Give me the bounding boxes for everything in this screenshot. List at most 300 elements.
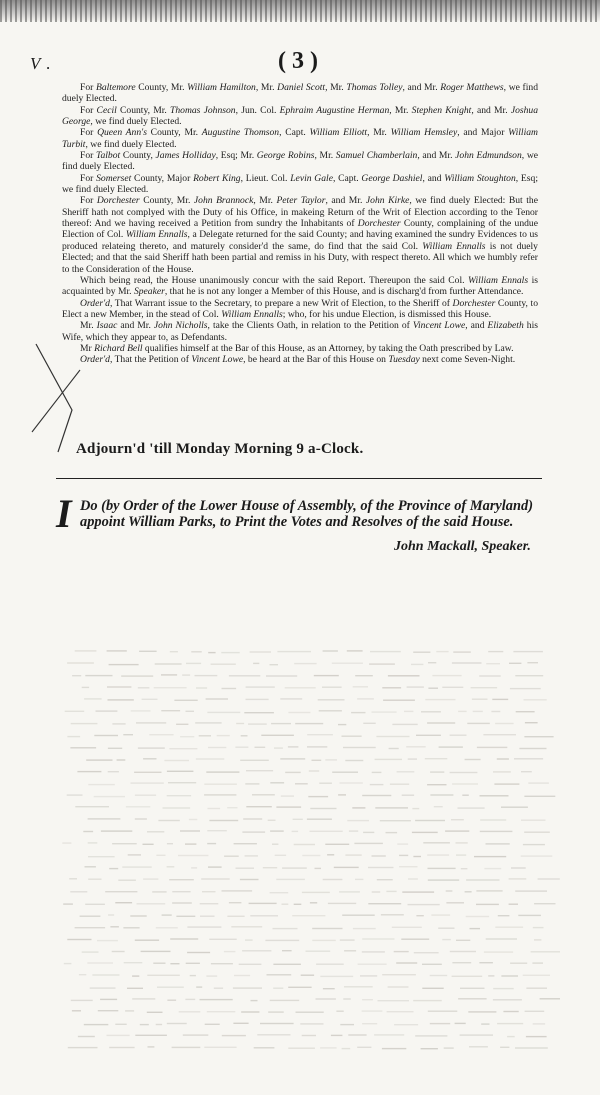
bleed-speckle: [85, 904, 105, 905]
bleed-speckle: [80, 916, 101, 917]
bleed-speckle: [179, 1011, 201, 1012]
bleed-speckle: [524, 736, 553, 737]
bleed-speckle: [497, 1023, 523, 1024]
paragraph: [62, 105, 538, 128]
bleed-speckle: [252, 794, 275, 795]
bleed-speckle: [387, 1011, 414, 1012]
bleed-speckle: [427, 784, 446, 785]
paragraph: [62, 82, 538, 105]
bleed-speckle: [199, 735, 211, 736]
bleed-speckle: [229, 675, 260, 676]
bleed-speckle: [172, 902, 192, 903]
bleed-speckle: [294, 844, 315, 845]
bleed-speckle: [101, 830, 132, 831]
bleed-speckle: [390, 784, 409, 785]
bleed-speckle: [285, 772, 301, 773]
bleed-speckle: [469, 1046, 488, 1047]
bleed-speckle: [253, 663, 259, 664]
bleed-speckle: [141, 951, 171, 952]
bleed-speckle: [355, 675, 373, 676]
bleed-speckle: [416, 735, 441, 736]
bleed-speckle: [174, 700, 197, 701]
text-run: For: [80, 127, 98, 139]
bleed-speckle: [180, 830, 200, 831]
bleed-speckle: [143, 758, 156, 759]
bleed-speckle: [439, 746, 463, 747]
text-run: , we find duely Elected.: [62, 150, 539, 173]
text-run: , a Delegate returned for the said County; and having examined the sundry Evidences to us produced relateing thereto, and maturely consider'd the same, do find that the said Col.: [62, 229, 538, 252]
bleed-speckle: [123, 927, 139, 928]
bleed-speckle: [105, 891, 137, 892]
bleed-speckle: [465, 759, 481, 760]
italic-run: John Nicholls: [153, 320, 208, 332]
text-run: , we find duely Elected.: [90, 116, 182, 128]
bleed-speckle: [362, 1023, 377, 1024]
bleed-speckle: [493, 988, 514, 989]
bleed-speckle: [273, 928, 298, 929]
bleed-speckle: [187, 926, 221, 927]
bleed-speckle: [235, 747, 248, 748]
bleed-speckle: [178, 855, 208, 856]
bleed-speckle: [70, 891, 87, 892]
bleed-speckle: [515, 1047, 548, 1048]
bleed-speckle: [135, 795, 156, 796]
bleed-speckle: [221, 652, 239, 653]
bleed-speckle: [389, 748, 399, 749]
bleed-speckle: [302, 1035, 316, 1036]
bleed-speckle: [155, 663, 182, 664]
bleed-speckle: [62, 842, 71, 843]
bleed-speckle: [509, 904, 518, 905]
italic-run: Elizabeth: [487, 320, 524, 332]
text-run: , Capt.: [332, 172, 362, 184]
bleed-speckle: [124, 962, 143, 963]
text-run: , Esq; Mr.: [215, 150, 257, 162]
bleed-speckle: [319, 710, 342, 711]
bleed-speckle: [185, 843, 196, 844]
bleed-speckle: [201, 878, 230, 879]
bleed-speckle: [507, 1036, 515, 1037]
bleed-speckle: [68, 1047, 98, 1048]
bleed-speckle: [386, 891, 396, 892]
italic-run: George Dashiel: [361, 172, 423, 184]
italic-run: Somerset: [96, 172, 132, 184]
bleed-speckle: [325, 844, 349, 845]
bleed-speckle: [209, 939, 236, 940]
italic-run: Thomas Johnson: [170, 104, 236, 116]
bleed-speckle: [316, 998, 336, 999]
bleed-speckle: [425, 758, 448, 759]
bleed-speckle: [513, 651, 543, 652]
bleed-speckle: [84, 698, 102, 699]
bleed-speckle: [425, 699, 455, 700]
bleed-speckle: [64, 963, 72, 964]
bleed-speckle: [222, 890, 253, 891]
text-run: his Wife, which they appear to, as Defendants.: [62, 320, 538, 343]
bleed-speckle: [450, 735, 467, 736]
bleed-speckle: [355, 879, 363, 880]
bleed-speckle: [115, 1024, 126, 1025]
bleed-speckle: [207, 843, 216, 844]
bleed-speckle: [480, 819, 506, 820]
bleed-speckle: [176, 916, 195, 917]
bleed-speckle: [318, 699, 345, 700]
bleed-speckle: [456, 940, 470, 941]
bleed-speckle: [168, 782, 196, 783]
bleed-speckle: [77, 771, 101, 772]
text-run: , Mr.: [255, 82, 278, 93]
scan-edge-noise: [0, 0, 600, 22]
bleed-speckle: [209, 820, 238, 821]
bleed-speckle: [246, 770, 273, 771]
paragraph: [62, 320, 538, 343]
bleed-speckle: [345, 854, 361, 855]
bleed-speckle: [156, 855, 165, 856]
text-run: , Mr.: [367, 127, 391, 139]
bleed-speckle: [206, 698, 228, 699]
bleed-speckle: [275, 855, 286, 856]
italic-run: Roger Matthews: [440, 82, 504, 93]
bleed-speckle: [521, 820, 546, 821]
text-run: For: [80, 104, 97, 116]
italic-run: Dorchester: [357, 218, 401, 230]
bleed-speckle: [515, 675, 543, 676]
bleed-speckle: [320, 1047, 337, 1048]
bleed-speckle: [292, 915, 325, 916]
bleed-speckle: [88, 879, 101, 880]
italic-run: Vincent Lowe: [412, 320, 466, 332]
bleed-speckle: [147, 975, 180, 976]
bleed-speckle: [310, 902, 317, 903]
bleed-speckle: [381, 914, 404, 915]
bleed-speckle: [538, 878, 560, 879]
bleed-speckle: [161, 710, 180, 711]
bleed-speckle: [157, 987, 184, 988]
italic-run: Levin Gale: [290, 172, 333, 184]
bleed-speckle: [82, 687, 89, 688]
italic-run: Ephraim Augustine Herman: [279, 104, 390, 116]
bleed-speckle: [374, 1034, 404, 1035]
bleed-speckle: [180, 736, 194, 737]
italic-run: George Robins: [256, 150, 315, 162]
text-run: County, to Elect a new Member, in the stead of Col.: [62, 297, 538, 320]
text-run: is not duely Elected; and that the said Sheriff hath been partial and remiss in his Duty, with respect thereto. All which we humbly refer to the Consideration of the House.: [62, 240, 538, 275]
bleed-speckle: [488, 651, 503, 652]
bleed-speckle: [107, 650, 127, 651]
bleed-speckle: [158, 820, 179, 821]
bleed-speckle: [260, 1023, 294, 1024]
bleed-speckle: [205, 1024, 220, 1025]
bleed-speckle: [495, 927, 523, 928]
bleed-speckle: [224, 951, 236, 952]
bleed-speckle: [394, 1024, 418, 1025]
bleed-speckle: [534, 939, 541, 940]
bleed-speckle: [200, 916, 215, 917]
bleed-speckle: [362, 999, 373, 1000]
bleed-speckle: [488, 975, 494, 976]
bleed-speckle: [273, 988, 283, 989]
bleed-speckle: [526, 988, 547, 989]
bleed-speckle: [510, 688, 541, 689]
bleed-speckle: [307, 746, 327, 747]
bleed-speckle: [516, 711, 535, 712]
bleed-speckle: [85, 675, 112, 676]
text-run: County, complaining of the undue Election of Col.: [62, 218, 538, 241]
italic-run: William Turbit: [62, 127, 538, 150]
text-run: , That Warrant issue to the Secretary, to prepare a new Writ of Election, to the Sheriff of: [109, 297, 453, 309]
bleed-speckle: [377, 879, 393, 880]
bleed-speckle: [362, 938, 394, 939]
bleed-speckle: [112, 843, 137, 844]
bleed-speckle: [455, 1023, 466, 1024]
bleed-speckle: [363, 723, 375, 724]
bleed-speckle: [480, 831, 513, 832]
bleed-speckle: [118, 880, 136, 881]
bleed-speckle: [147, 831, 164, 832]
bleed-speckle: [397, 843, 408, 844]
bleed-speckle: [533, 927, 544, 928]
bleed-speckle: [183, 1034, 209, 1035]
bleed-speckle: [444, 1047, 454, 1048]
paragraph: [62, 298, 538, 321]
bleed-speckle: [185, 999, 195, 1000]
bleed-speckle: [243, 818, 262, 819]
bleed-speckle: [342, 1048, 351, 1049]
bleed-speckle: [170, 938, 198, 939]
bleed-speckle: [397, 771, 415, 772]
bleed-speckle: [351, 712, 365, 713]
bleed-speckle: [392, 724, 417, 725]
italic-run: Richard Bell: [94, 342, 143, 354]
bleed-speckle: [207, 1011, 236, 1012]
bleed-speckle: [399, 855, 408, 856]
bleed-speckle: [338, 724, 346, 725]
bleed-speckle: [233, 1023, 248, 1024]
bleed-speckle: [261, 735, 294, 736]
bleed-speckle: [453, 651, 471, 652]
bleed-speckle: [250, 651, 271, 652]
bleed-speckle: [434, 806, 443, 807]
bleed-speckle: [83, 831, 93, 832]
bleed-speckle: [136, 722, 166, 723]
bleed-speckle: [325, 759, 337, 760]
bleed-speckle: [67, 939, 91, 940]
bleed-speckle: [302, 892, 330, 893]
bleed-speckle: [207, 712, 240, 713]
bleed-speckle: [323, 988, 335, 989]
bleed-speckle: [382, 1048, 406, 1049]
bleed-speckle: [214, 988, 223, 989]
bleed-speckle: [70, 747, 96, 748]
text-run: , Lieut. Col.: [240, 172, 291, 184]
bleed-speckle: [527, 662, 538, 663]
bleed-speckle: [310, 831, 343, 832]
bleed-speckle: [109, 664, 139, 665]
bleed-speckle: [339, 891, 360, 892]
italic-run: Dorchester: [452, 297, 496, 309]
bleed-speckle: [135, 1035, 167, 1036]
italic-run: Order'd: [80, 354, 110, 366]
bleed-speckle: [143, 844, 154, 845]
bleed-speckle: [257, 1034, 290, 1035]
bleed-speckle: [430, 975, 448, 976]
bleed-speckle: [484, 868, 501, 869]
bleed-speckle: [222, 688, 237, 689]
bleed-speckle: [421, 1048, 438, 1049]
bleed-speckle: [452, 783, 478, 784]
bleed-speckle: [486, 663, 500, 664]
bleed-speckle: [161, 674, 177, 675]
italic-run: Vincent Lowe: [191, 354, 244, 366]
bleed-speckle: [423, 842, 450, 843]
bleed-speckle: [227, 916, 244, 917]
bleed-speckle: [128, 854, 141, 855]
bleed-speckle: [315, 868, 322, 869]
bleed-speckle: [332, 663, 363, 664]
text-run: , Mr.: [253, 195, 277, 207]
bleed-speckle: [501, 807, 528, 808]
bleed-speckle: [156, 1024, 162, 1025]
bleed-speckle: [372, 855, 386, 856]
text-run: , that he is not any longer a Member of this House, and is discharg'd from further Attendance.: [164, 286, 524, 298]
bleed-speckle: [156, 927, 178, 928]
bleed-speckle: [282, 867, 307, 868]
bleed-speckle: [347, 650, 363, 651]
text-run: , and Mr.: [417, 150, 456, 162]
bleed-speckle: [428, 662, 436, 663]
bleed-speckle: [388, 675, 420, 676]
bleed-speckle: [362, 951, 385, 952]
bleed-speckle: [521, 771, 532, 772]
text-run: , and Major: [457, 127, 509, 139]
italic-run: Cecil: [96, 104, 117, 116]
bleed-speckle: [282, 950, 292, 951]
italic-run: Tuesday: [388, 354, 420, 366]
bleed-speckle: [368, 867, 394, 868]
bleed-speckle: [519, 748, 546, 749]
bleed-speckle: [167, 771, 194, 772]
italic-run: James Holliday: [155, 150, 216, 162]
bleed-speckle: [208, 747, 226, 748]
bleed-speckle: [501, 975, 518, 976]
bleed-speckle: [182, 674, 190, 675]
bleed-speckle: [411, 664, 423, 665]
bleed-speckle: [354, 843, 383, 844]
bleed-speckle: [476, 890, 502, 891]
italic-run: Isaac: [96, 320, 118, 332]
text-run: , and: [422, 172, 445, 184]
bleed-speckle: [428, 868, 456, 869]
bleed-speckle: [246, 806, 271, 807]
bleed-speckle: [438, 928, 454, 929]
bleed-speckle: [314, 675, 339, 676]
section-rule: [56, 478, 542, 479]
bleed-speckle: [336, 1011, 343, 1012]
bleed-speckle: [402, 891, 434, 892]
bleed-speckle: [432, 675, 461, 676]
bleed-speckle: [288, 987, 311, 988]
bleed-speckle: [479, 962, 493, 963]
bleed-speckle: [460, 1034, 493, 1035]
bleed-speckle: [206, 771, 239, 772]
bleed-speckle: [307, 734, 333, 735]
bleed-speckle: [360, 975, 377, 976]
bleed-speckle: [122, 866, 151, 867]
italic-run: Dorchester: [96, 195, 140, 207]
bleed-speckle: [460, 988, 485, 989]
bleed-speckle: [240, 760, 269, 761]
text-run: , Mr.: [314, 150, 336, 162]
bleed-speckle: [466, 879, 499, 880]
bleed-speckle: [65, 711, 85, 712]
bleed-speckle: [358, 964, 387, 965]
text-run: , and: [465, 320, 488, 332]
bleed-speckle: [248, 723, 267, 724]
paragraph: [62, 195, 538, 274]
bleed-speckle: [340, 1024, 354, 1025]
bleed-speckle: [476, 904, 499, 905]
bleed-speckle: [486, 938, 517, 939]
bleed-speckle: [492, 699, 508, 700]
bleed-speckle: [442, 687, 463, 688]
text-run: For: [80, 82, 96, 93]
bleed-speckle: [241, 735, 248, 736]
bleed-speckle: [407, 686, 424, 687]
italic-run: John Brannock: [193, 195, 254, 207]
bleed-speckle: [208, 808, 221, 809]
bleed-speckle: [481, 1023, 489, 1024]
bleed-speckle: [163, 807, 191, 808]
bleed-speckle: [322, 687, 342, 688]
paragraph: [62, 173, 538, 196]
bleed-speckle: [277, 651, 311, 652]
order-drop-cap: I: [56, 491, 72, 536]
bleed-speckle: [246, 699, 269, 700]
bleed-speckle: [308, 796, 328, 797]
italic-run: John Edmundson: [455, 150, 522, 162]
bleed-speckle: [189, 819, 197, 820]
bleed-speckle: [222, 1035, 246, 1036]
text-run: , That the Petition of: [109, 354, 192, 366]
bleed-speckle: [109, 868, 118, 869]
bleed-speckle: [532, 962, 543, 963]
bleed-speckle: [353, 928, 376, 929]
text-run: County, Mr.: [135, 82, 188, 93]
bleed-speckle: [491, 711, 500, 712]
text-run: ; who, for his undue Election, is dismissed this House.: [282, 308, 492, 320]
text-run: , we find duely Elected.: [62, 82, 538, 105]
bleed-speckle: [234, 975, 250, 976]
bleed-speckle: [473, 711, 483, 712]
bleed-speckle: [427, 854, 449, 855]
bleed-speckle: [533, 1023, 545, 1024]
bleed-speckle: [72, 675, 81, 676]
bleed-speckle: [483, 734, 516, 735]
text-run: , we find duely Elected.: [85, 138, 177, 150]
bleed-speckle: [422, 964, 442, 965]
page-number: ( 3 ): [278, 48, 318, 74]
text-run: , take the Clients Oath, in relation to the Petition of: [207, 320, 413, 332]
bleed-speckle: [125, 1010, 134, 1011]
text-run: next come Seven-Night.: [419, 354, 516, 366]
bleed-speckle: [392, 927, 422, 928]
bleed-speckle: [132, 975, 139, 976]
text-run: , Mr.: [389, 104, 412, 116]
italic-run: Baltemore: [95, 82, 136, 93]
proceedings-body: [62, 82, 538, 366]
bleed-speckle: [363, 832, 374, 833]
bleed-speckle: [316, 964, 344, 965]
